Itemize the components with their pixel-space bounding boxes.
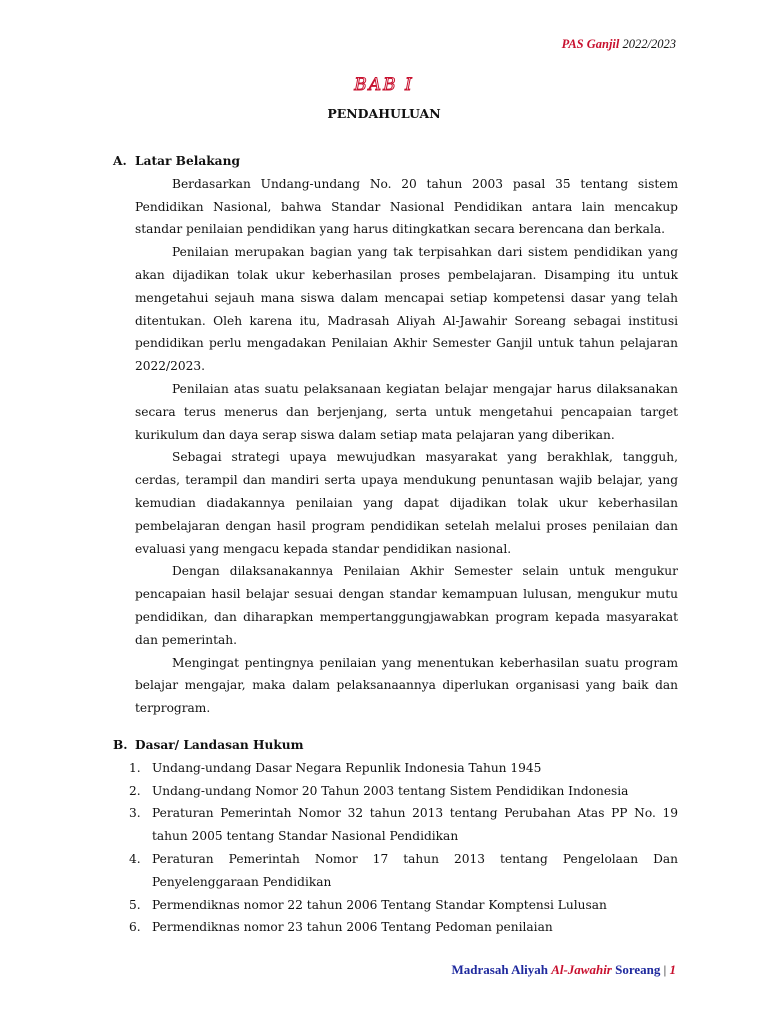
footer-prefix: Madrasah Aliyah — [451, 962, 548, 977]
list-item-number: 1. — [129, 760, 141, 775]
section-b-letter: B. — [113, 737, 128, 752]
header-year: 2022/2023 — [622, 37, 676, 51]
page-header — [562, 37, 676, 52]
list-item-number: 6. — [129, 920, 141, 935]
section-a-title: Latar Belakang — [135, 154, 240, 168]
section-a-letter: A. — [113, 154, 127, 168]
list-item-text: Peraturan Pemerintah Nomor 32 tahun 2013 tentang Perubahan Atas PP No. 19 tahun 2005 tentang Standar Nasional Pendidikan — [152, 806, 678, 844]
paragraph: Berdasarkan Undang-undang No. 20 tahun 2003 pasal 35 tentang sistem Pendidikan Nasional, bahwa Standar Nasional Pendidikan antara lain mencakup standar penilaian pendidikan yang harus ditingkatkan secara berencana dan berkala. — [135, 176, 678, 237]
list-item — [113, 757, 678, 780]
paragraph: Sebagai strategi upaya mewujudkan masyarakat yang berakhlak, tangguh, cerdas, terampil dan mandiri serta upaya mendukung penuntasan wajib belajar, yang kemudian diadakannya penilaian yang dapat dijadikan tolak ukur keberhasilan pembelajaran dengan hasil program pendidikan setelah melalui proses penilaian dan evaluasi yang mengacu kepada standar pendidikan nasional. — [135, 450, 678, 556]
list-item — [113, 802, 678, 848]
legal-basis-list — [113, 757, 678, 939]
header-ganjil: Ganjil — [586, 37, 620, 51]
paragraph: Penilaian merupakan bagian yang tak terpisahkan dari sistem pendidikan yang akan dijadikan tolak ukur keberhasilan proses pembelajaran. Disamping itu untuk mengetahui sejauh mana siswa dalam mencapai setiap kompetensi dasar yang telah ditentukan. Oleh karena itu, Madrasah Aliyah Al-Jawahir Soreang sebagai institusi pendidikan perlu mengadakan Penilaian Akhir Semester Ganjil untuk tahun pelajaran 2022/2023. — [135, 245, 678, 374]
chapter-label: BAB I — [354, 75, 414, 95]
section-gap — [113, 720, 678, 734]
list-item-text: Peraturan Pemerintah Nomor 17 tahun 2013 tentang Pengelolaan Dan Penyelenggaraan Pendidikan — [152, 851, 678, 889]
list-item — [113, 848, 678, 894]
list-item-number: 3. — [129, 806, 141, 821]
list-item-number: 4. — [129, 851, 141, 866]
list-item-text: Undang-undang Nomor 20 Tahun 2003 tentang Sistem Pendidikan Indonesia — [152, 783, 629, 798]
paragraph: Dengan dilaksanakannya Penilaian Akhir Semester selain untuk mengukur pencapaian hasil belajar sesuai dengan standar kemampuan lulusan, mengukur mutu pendidikan, dan diharapkan mempertanggungjawabkan program kepada masyarakat dan pemerintah. — [135, 564, 678, 647]
section-a-heading — [113, 150, 678, 173]
page-number: 1 — [669, 962, 676, 977]
footer-school-name: Al-Jawahir — [551, 962, 612, 977]
paragraph: Penilaian atas suatu pelaksanaan kegiatan belajar mengajar harus dilaksanakan secara terus menerus dan berjenjang, serta untuk mengetahui pencapaian target kurikulum dan daya serap siswa dalam setiap mata pelajaran yang diberikan. — [135, 381, 678, 442]
page-footer — [452, 962, 677, 978]
chapter-title: PENDAHULUAN — [327, 106, 441, 121]
footer-separator: | — [663, 962, 667, 977]
list-item-text: Undang-undang Dasar Negara Repunlik Indonesia Tahun 1945 — [152, 760, 542, 775]
list-item-text: Permendiknas nomor 23 tahun 2006 Tentang Pedoman penilaian — [152, 920, 553, 935]
document-body — [113, 150, 678, 939]
list-item-number: 2. — [129, 783, 141, 798]
footer-suffix: Soreang — [615, 962, 661, 977]
list-item — [113, 894, 678, 917]
list-item-text: Permendiknas nomor 22 tahun 2006 Tentang Standar Komptensi Lulusan — [152, 897, 607, 912]
section-b-title: Dasar/ Landasan Hukum — [135, 737, 304, 752]
list-item-number: 5. — [129, 897, 141, 912]
paragraph: Mengingat pentingnya penilaian yang menentukan keberhasilan suatu program belajar mengajar, maka dalam pelaksanaannya diperlukan organisasi yang baik dan terprogram. — [135, 655, 678, 716]
list-item — [113, 916, 678, 939]
header-pas: PAS — [561, 37, 584, 51]
section-b-heading — [113, 734, 678, 757]
list-item — [113, 780, 678, 803]
